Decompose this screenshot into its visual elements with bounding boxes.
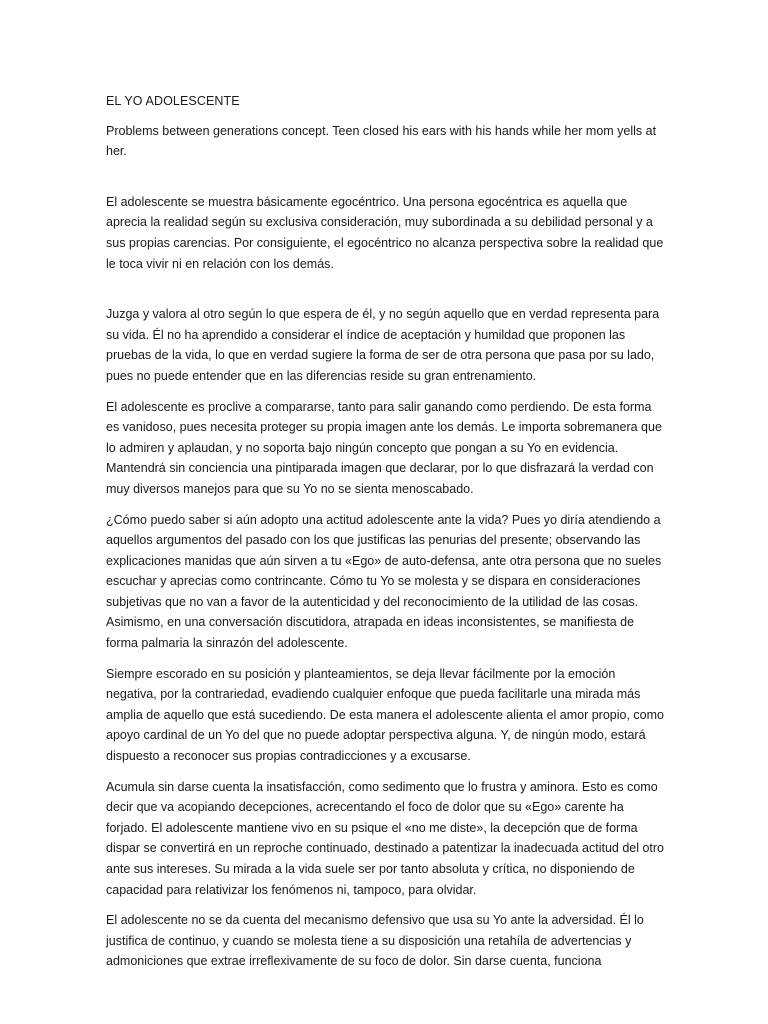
paragraph: El adolescente no se da cuenta del mecanismo defensivo que usa su Yo ante la adversidad. Él lo justifica de continuo, y cuando se molesta tiene a su disposición una retahíla de advertencias y admoniciones que extrae irreflexivamente de su foco de dolor. Sin darse cuenta, funciona (106, 913, 644, 969)
paragraph-image-caption: Problems between generations concept. Teen closed his ears with his hands while her mom yells at her. (106, 123, 657, 159)
paragraph: El adolescente se muestra básicamente egocéntrico. Una persona egocéntrica es aquella que aprecia la realidad según su exclusiva consideración, muy subordinada a su debilidad personal y a sus propias carencias. Por consiguiente, el egocéntrico no alcanza perspectiva sobre la realidad que le toca vivir ni en relación con los demás. (106, 194, 664, 271)
document-title: EL YO ADOLESCENTE (106, 94, 240, 108)
paragraph: El adolescente es proclive a compararse, tanto para salir ganando como perdiendo. De esta forma es vanidoso, pues necesita proteger su propia imagen ante los demás. Le importa sobremanera que lo admiren y aplaudan, y no soporta bajo ningún concepto que pongan a su Yo en evidencia. Mantendrá sin conciencia una pintiparada imagen que declarar, por lo que disfrazará la verdad con muy diversos manejos para que su Yo no se sienta menoscabado. (106, 399, 662, 496)
document-page (106, 91, 668, 982)
paragraph: Acumula sin darse cuenta la insatisfacción, como sedimento que lo frustra y aminora. Esto es como decir que va acopiando decepciones, acrecentando el foco de dolor que su «Ego» carente ha forjado. El adolescente mantiene vivo en su psique el «no me diste», la decepción que de forma dispar se convertirá en un reproche continuado, destinado a patentizar la inadecuada actitud del otro ante sus intereses. Su mirada a la vida suele ser por tanto absoluta y crítica, no disponiendo de capacidad para relativizar los fenómenos ni, tampoco, para olvidar. (106, 779, 665, 897)
paragraph: Juzga y valora al otro según lo que espera de él, y no según aquello que en verdad representa para su vida. Él no ha aprendido a considerar el índice de aceptación y humildad que proponen las pruebas de la vida, lo que en verdad sugiere la forma de ser de otra persona que pasa por su lado, pues no puede entender que en las diferencias reside su gran entrenamiento. (106, 307, 660, 383)
paragraph: ¿Cómo puedo saber si aún adopto una actitud adolescente ante la vida? Pues yo diría atendiendo a aquellos argumentos del pasado con los que justificas las penurias del presente; observando las explicaciones manidas que aún sirven a tu «Ego» de auto-defensa, ante otra persona que no sueles escuchar y aprecias como contrincante. Cómo tu Yo se molesta y se dispara en consideraciones subjetivas que no van a favor de la autenticidad y del reconocimiento de la utilidad de las cosas. Asimismo, en una conversación discutidora, atrapada en ideas inconsistentes, se manifiesta de forma palmaria la sinrazón del adolescente. (106, 512, 662, 651)
paragraph: Siempre escorado en su posición y planteamientos, se deja llevar fácilmente por la emoción negativa, por la contrariedad, evadiendo cualquier enfoque que pueda facilitarle una mirada más amplia de aquello que está sucediendo. De esta manera el adolescente alienta el amor propio, como apoyo cardinal de un Yo del que no puede adoptar perspectiva alguna. Y, de ningún modo, estará dispuesto a reconocer sus propias contradicciones y a excusarse. (106, 666, 664, 764)
